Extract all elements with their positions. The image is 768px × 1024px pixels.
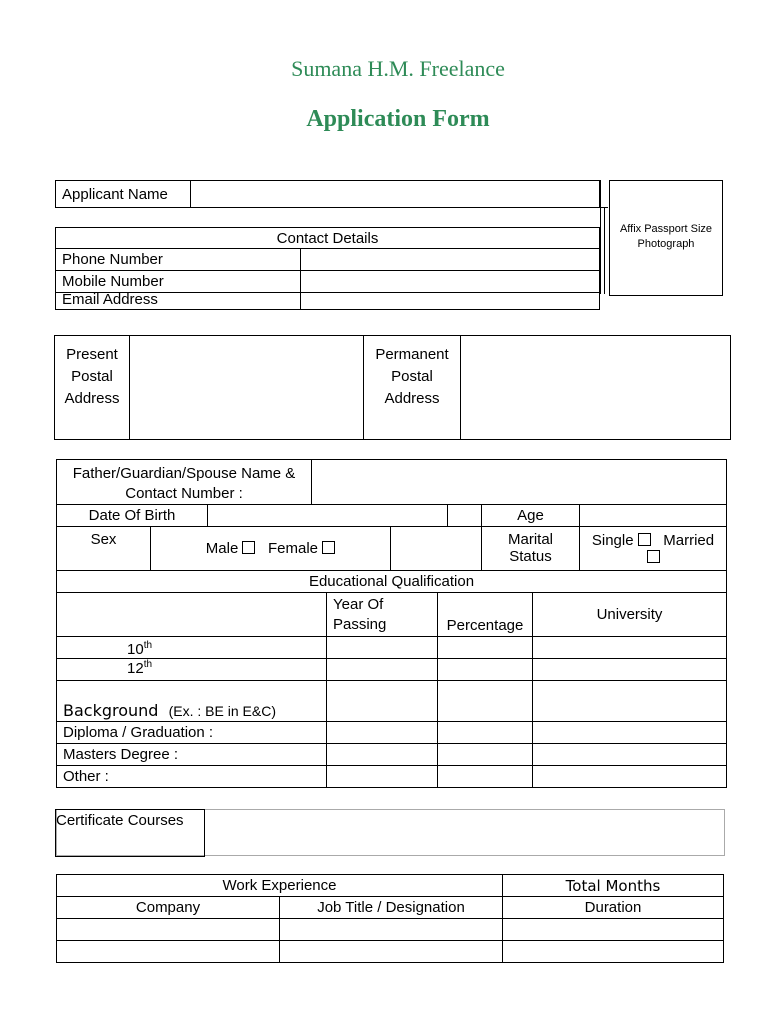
cell-other-percentage[interactable] [438,766,533,788]
single-label: Single [591,531,634,549]
cell-masters-university[interactable] [533,744,727,766]
work-heading: Work Experience [57,875,503,897]
row-diploma: Diploma / Graduation : [57,722,327,744]
marital-options [580,527,727,571]
married-label: Married [663,531,715,549]
dob-label: Date Of Birth [57,505,208,527]
female-label: Female [268,540,319,557]
col-year-of-passing: Year Of Passing [327,593,438,637]
work-table [56,874,724,963]
applicant-name-field[interactable] [191,181,600,208]
total-months-label: Total Months [503,875,724,897]
photo-label: Affix Passport Size Photograph [619,223,713,250]
row-10th [57,637,327,659]
row-12th-label: 12 [127,660,144,677]
cell-12-year[interactable] [327,659,438,681]
col-university: University [533,593,727,637]
applicant-name-label: Applicant Name [56,181,191,208]
cell-diploma-percentage[interactable] [438,722,533,744]
cell-12-percentage[interactable] [438,659,533,681]
male-checkbox[interactable] [242,541,255,554]
background-row [57,681,327,722]
cell-masters-year[interactable] [327,744,438,766]
email-label: Email Address [56,293,301,310]
education-heading: Educational Qualification [57,571,727,593]
work-row-1-duration[interactable] [503,919,724,941]
contact-table [55,227,600,310]
personal-table [56,459,727,571]
col-company: Company [57,897,280,919]
work-row-2-title[interactable] [280,941,503,963]
sex-label: Sex [57,527,151,571]
row-other: Other : [57,766,327,788]
cell-other-year[interactable] [327,766,438,788]
cell-10-year[interactable] [327,637,438,659]
row-10th-sup: th [143,640,153,651]
cell-bg-university[interactable] [533,681,727,722]
work-row-2-duration[interactable] [503,941,724,963]
cell-diploma-year[interactable] [327,722,438,744]
guardian-label: Father/Guardian/Spouse Name & Contact Number : [57,460,312,505]
cell-bg-year[interactable] [327,681,438,722]
row-12th-sup: th [143,659,153,670]
sex-options [151,527,391,571]
age-field[interactable] [580,505,727,527]
present-address-label: Present Postal Address [55,336,130,440]
education-blank-header [57,593,327,637]
contact-heading: Contact Details [56,228,600,249]
col-job-title: Job Title / Designation [280,897,503,919]
address-table [54,335,731,440]
email-field[interactable] [301,293,600,310]
permanent-address-label: Permanent Postal Address [364,336,461,440]
form-title: Application Form [306,106,490,132]
photo-connector [600,180,601,294]
cell-10-percentage[interactable] [438,637,533,659]
cell-other-university[interactable] [533,766,727,788]
cell-masters-percentage[interactable] [438,744,533,766]
sex-spacer [391,527,482,571]
dob-spacer [448,505,482,527]
permanent-address-field[interactable] [461,336,731,440]
dob-field[interactable] [208,505,448,527]
mobile-label: Mobile Number [56,271,301,293]
phone-field[interactable] [301,249,600,271]
age-label: Age [482,505,580,527]
col-duration: Duration [503,897,724,919]
row-12th [57,659,327,681]
certificate-courses-field[interactable] [205,811,721,853]
work-row-1-title[interactable] [280,919,503,941]
male-label: Male [205,540,239,557]
photo-connector-inner [604,207,605,294]
guardian-field[interactable] [312,460,727,505]
applicant-name-table [55,180,600,208]
cell-diploma-university[interactable] [533,722,727,744]
row-10th-label: 10 [127,641,144,658]
phone-label: Phone Number [56,249,301,271]
education-table [56,570,727,788]
marital-status-label: Marital Status [482,527,580,571]
married-checkbox[interactable] [647,550,660,563]
cell-bg-percentage[interactable] [438,681,533,722]
background-label: Background [63,701,159,720]
present-address-field[interactable] [130,336,364,440]
single-checkbox[interactable] [638,533,651,546]
photo-connector-top [55,207,608,208]
row-masters: Masters Degree : [57,744,327,766]
certificate-courses-label: Certificate Courses [55,809,205,857]
work-row-1-company[interactable] [57,919,280,941]
female-checkbox[interactable] [322,541,335,554]
mobile-field[interactable] [301,271,600,293]
background-example: (Ex. : BE in E&C) [168,703,276,719]
col-percentage: Percentage [438,593,533,637]
cell-10-university[interactable] [533,637,727,659]
work-row-2-company[interactable] [57,941,280,963]
company-name: Sumana H.M. Freelance [291,56,505,76]
cell-12-university[interactable] [533,659,727,681]
